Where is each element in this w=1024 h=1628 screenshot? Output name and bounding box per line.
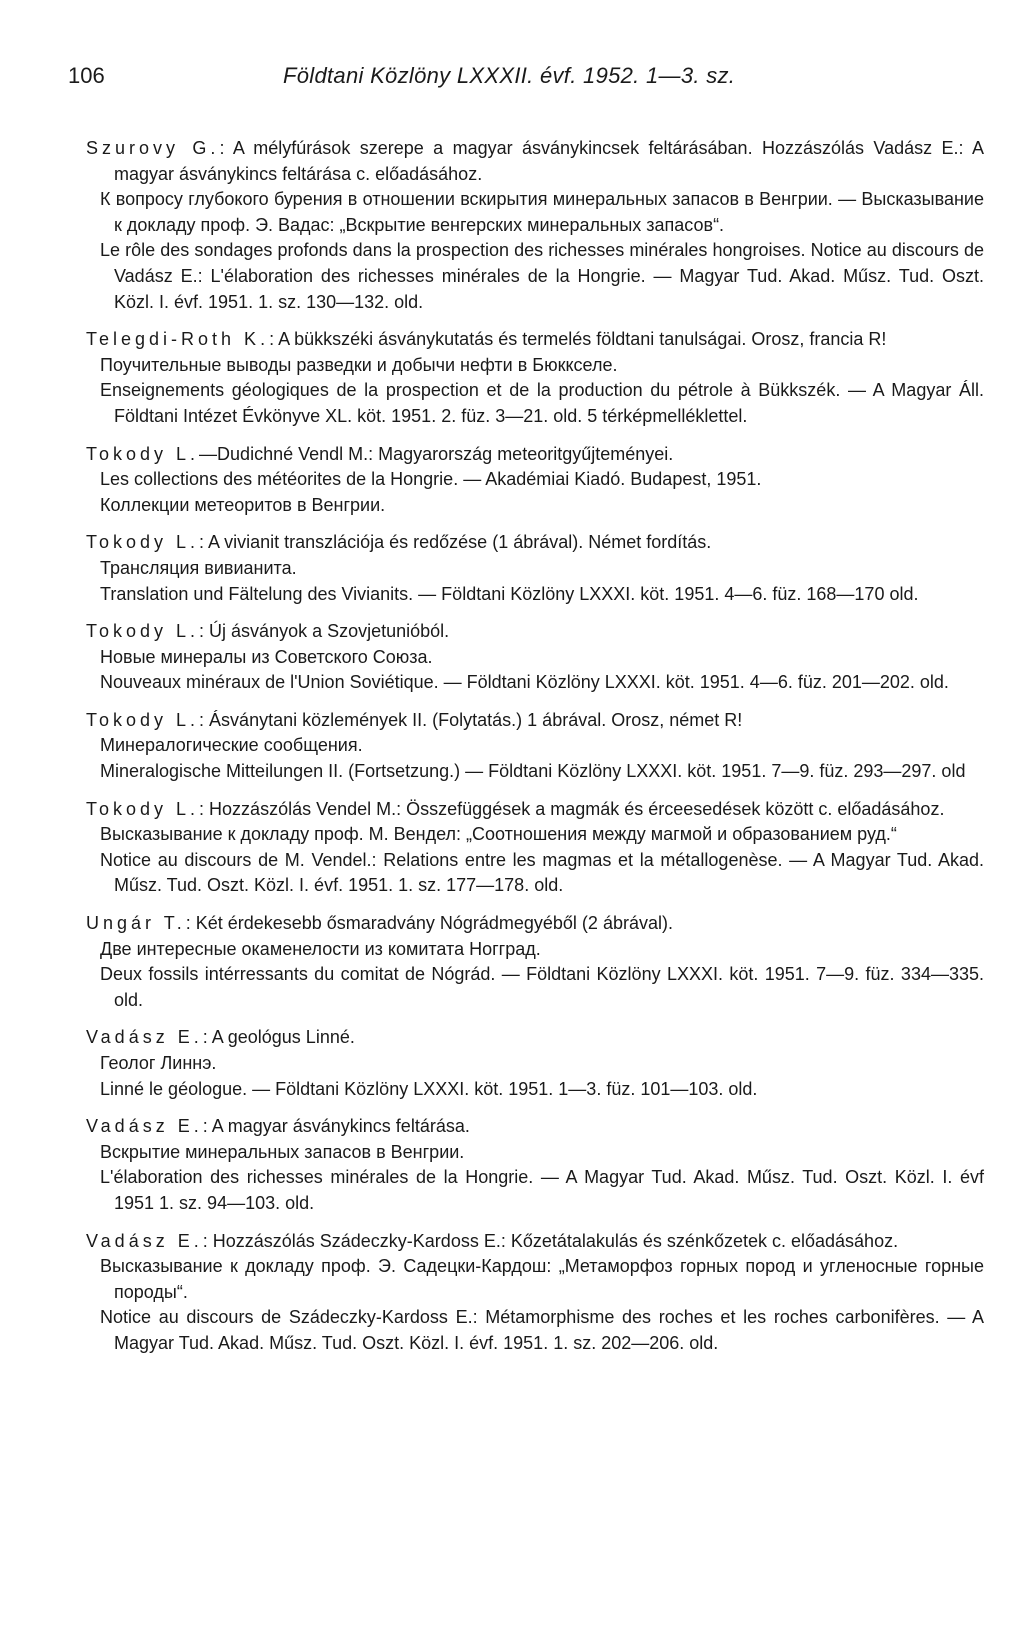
entry-author: Tokody L. (86, 532, 200, 553)
entry-author: Szurovy G. (86, 138, 220, 158)
entry-hungarian: Tokody L.: Hozzászólás Vendel M.: Összefüggések a magmák és érceesedések között c. előadásához. (86, 798, 945, 819)
entry-russian: Новые минералы из Советского Союза. (100, 646, 433, 667)
entry-russian: Коллекции метеоритов в Венгрии. (100, 494, 386, 515)
page-number: 106 (68, 63, 105, 88)
entry-hungarian: Szurovy G.: A mélyfúrások szerepe a magyar ásványkincsek feltárásában. Hozzászólás Vadász E.: A magyar ásványkincs feltárása c. előadásához. (86, 138, 984, 184)
bibliography-entry (86, 1229, 984, 1357)
entry-hungarian: Ungár T.: Két érdekesebb ősmaradvány Nógrádmegyéből (2 ábrával). (86, 913, 673, 934)
entry-foreign: Le rôle des sondages profonds dans la prospection des richesses minérales hongroises. Notice au discours de Vadász E.: L'élaboration des richesses minérales de la Hongrie. — Magyar Tud. Akad. Műsz. Tud. Oszt. Közl. I. évf. 1951. 1. sz. 130—132. old. (100, 240, 984, 312)
bibliography-entry (86, 530, 984, 607)
entry-foreign: Notice au discours de Szádeczky-Kardoss E.: Métamorphisme des roches et les roches carbonifères. — A Magyar Tud. Akad. Műsz. Tud. Oszt. Közl. I. évf. 1951. 1. sz. 202—206. old. (100, 1307, 984, 1353)
entry-hungarian: Tokody L.: Új ásványok a Szovjetunióból. (86, 621, 450, 642)
entry-foreign: Deux fossils intérressants du comitat de Nógrád. — Földtani Közlöny LXXXI. köt. 1951. 7—9. füz. 334—335. old. (100, 964, 984, 1010)
entry-russian: Минералогические сообщения. (100, 735, 363, 756)
entry-hungarian: Vadász E.: A magyar ásványkincs feltárása. (86, 1116, 470, 1137)
bibliography-entry (86, 708, 984, 785)
bibliography-entry (86, 797, 984, 899)
entry-author: Tokody L. (86, 798, 200, 819)
entry-author: Tokody L. (86, 621, 200, 642)
entry-russian: Две интересные окаменелости из комитата Ногград. (100, 938, 541, 959)
entry-foreign: Notice au discours de M. Vendel.: Relations entre les magmas et la métallogenèse. — A Magyar Tud. Akad. Műsz. Tud. Oszt. Közl. I. évf. 1951. 1. sz. 177—178. old. (100, 849, 984, 896)
bibliography-entry (86, 136, 984, 315)
entry-author: Telegdi-Roth K. (86, 329, 270, 350)
bibliography-entry (86, 619, 984, 696)
entry-russian: Трансляция вивианита. (100, 557, 297, 578)
entry-hungarian: Vadász E.: Hozzászólás Szádeczky-Kardoss E.: Kőzetátalakulás és szénkőzetek c. előadásához. (86, 1230, 899, 1251)
entry-author: Vadász E. (86, 1027, 203, 1048)
entry-russian: Геолог Линнэ. (100, 1053, 217, 1073)
entry-russian: Поучительные выводы разведки и добычи нефти в Бюккселе. (100, 354, 618, 375)
bibliography-entry (86, 442, 984, 519)
entry-foreign: Mineralogische Mitteilungen II. (Fortsetzung.) — Földtani Közlöny LXXXI. köt. 1951. 7—9. füz. 293—297. old (100, 761, 966, 782)
entry-russian: К вопросу глубокого бурения в отношении вскирытия минеральных запасов в Венгрии. — Высказывание к докладу проф. Э. Вадас: „Вскрытие венгерских минеральных запасов“. (100, 189, 984, 235)
entry-hungarian: Telegdi-Roth K.: A bükkszéki ásványkutatás és termelés földtani tanulságai. Orosz, francia R! (86, 329, 887, 350)
running-header (68, 58, 968, 94)
entry-foreign: L'élaboration des richesses minérales de la Hongrie. — A Magyar Tud. Akad. Műsz. Tud. Oszt. Közl. I. évf 1951 1. sz. 94—103. old. (100, 1167, 984, 1213)
entry-hungarian: Tokody L.: A vivianit transzlációja és redőzése (1 ábrával). Német fordítás. (86, 532, 712, 553)
entry-russian: Высказывание к докладу проф. Э. Садецки-Кардош: „Метаморфоз горных пород и угленосные горные породы“. (100, 1256, 984, 1302)
bibliography-entry (86, 1025, 984, 1102)
bibliography-list (86, 136, 984, 1369)
entry-author: Vadász E. (86, 1230, 203, 1251)
entry-foreign: Enseignements géologiques de la prospection et de la production du pétrole à Bükkszék. — A Magyar Áll. Földtani Intézet Évkönyve XL. köt. 1951. 2. füz. 3—21. old. 5 térképmelléklettel. (100, 380, 984, 426)
entry-foreign: Translation und Fältelung des Vivianits. — Földtani Közlöny LXXXI. köt. 1951. 4—6. füz. 168—170 old. (100, 583, 919, 604)
entry-author: Tokody L. (86, 709, 200, 730)
entry-foreign: Les collections des météorites de la Hongrie. — Akadémiai Kiadó. Budapest, 1951. (100, 469, 762, 490)
entry-hungarian: Tokody L.—Dudichné Vendl M.: Magyarország meteoritgyűjteményei. (86, 443, 674, 464)
journal-title: Földtani Közlöny LXXXII. évf. 1952. 1—3. sz. (283, 63, 736, 88)
entry-russian: Высказывание к докладу проф. М. Вендел: „Соотношения между магмой и образованием руд.“ (100, 824, 897, 845)
entry-russian: Вскрытие минеральных запасов в Венгрии. (100, 1141, 465, 1162)
entry-hungarian: Tokody L.: Ásványtani közlemények II. (Folytatás.) 1 ábrával. Orosz, német R! (86, 709, 743, 730)
entry-author: Tokody L. (86, 443, 200, 464)
bibliography-entry (86, 327, 984, 429)
entry-foreign: Nouveaux minéraux de l'Union Soviétique. — Földtani Közlöny LXXXI. köt. 1951. 4—6. füz. 201—202. old. (100, 672, 949, 693)
entry-foreign: Linné le géologue. — Földtani Közlöny LXXXI. köt. 1951. 1—3. füz. 101—103. old. (100, 1078, 758, 1099)
entry-author: Ungár T. (86, 913, 186, 934)
entry-author: Vadász E. (86, 1116, 203, 1137)
bibliography-entry (86, 1114, 984, 1216)
entry-hungarian: Vadász E.: A geológus Linné. (86, 1027, 355, 1048)
bibliography-entry (86, 911, 984, 1013)
